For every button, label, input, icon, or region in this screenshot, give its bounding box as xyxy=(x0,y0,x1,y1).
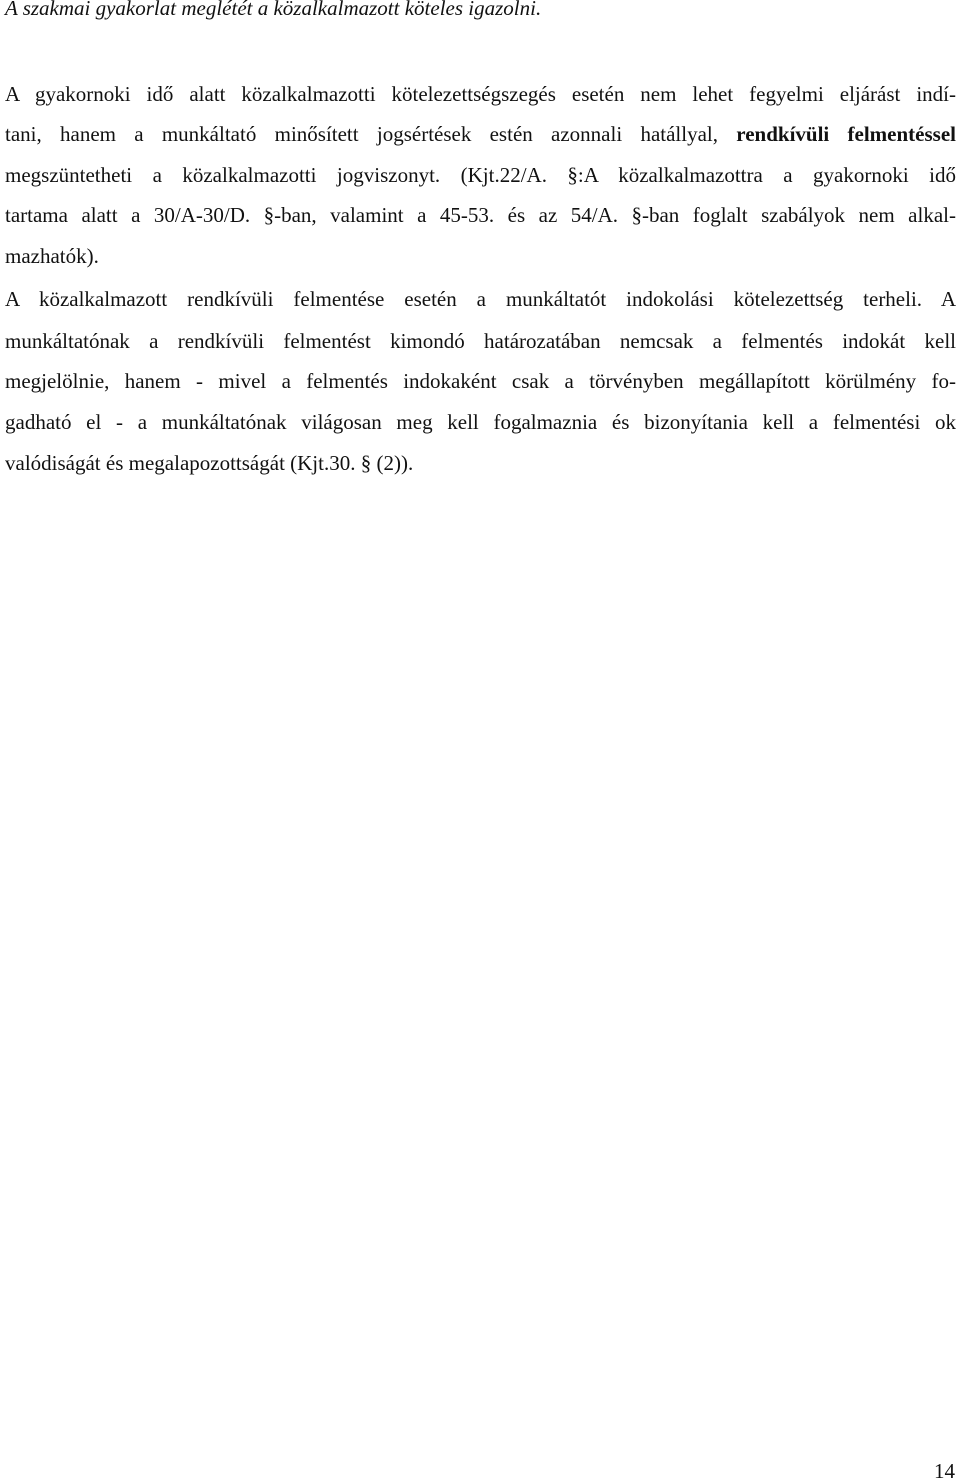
paragraph-2-line-5: valódiságát és megalapozottságát (Kjt.30. § (2)). xyxy=(5,451,414,475)
paragraph-1-line-5: mazhatók). xyxy=(5,244,99,268)
paragraph-2-line-1: A közalkalmazott rendkívüli felmentése esetén a munkáltatót indokolási kötelezettség terheli. A xyxy=(5,287,956,311)
paragraph-1-line-3: megszüntetheti a közalkalmazotti jogviszonyt. (Kjt.22/A. §:A közalkalmazottra a gyakornoki idő xyxy=(5,163,956,187)
paragraph-2-line-2: munkáltatónak a rendkívüli felmentést kimondó határozatában nemcsak a felmentés indokát kell xyxy=(5,329,956,353)
paragraph-2-line-3: megjelölnie, hanem - mivel a felmentés indokaként csak a törvényben megállapított körülmény fo- xyxy=(5,369,956,393)
page-number: 14 xyxy=(934,1459,955,1483)
paragraph-1-line-2 xyxy=(5,120,956,148)
intro-italic-line: A szakmai gyakorlat meglétét a közalkalmazott köteles igazolni. xyxy=(5,0,542,20)
paragraph-1-line-1: A gyakornoki idő alatt közalkalmazotti kötelezettségszegés esetén nem lehet fegyelmi eljárást indí- xyxy=(5,82,956,106)
paragraph-1-line-2-text: tani, hanem a munkáltató minősített jogsértések estén azonnali hatállyal, xyxy=(5,122,737,146)
paragraph-1-line-4: tartama alatt a 30/A-30/D. §-ban, valamint a 45-53. és az 54/A. §-ban foglalt szabályok nem alkal- xyxy=(5,203,956,227)
emphasis-extraordinary-dismissal: rendkívüli felmentéssel xyxy=(736,122,956,146)
paragraph-2-line-4: gadható el - a munkáltatónak világosan meg kell fogalmaznia és bizonyítania kell a felmentési ok xyxy=(5,410,956,434)
